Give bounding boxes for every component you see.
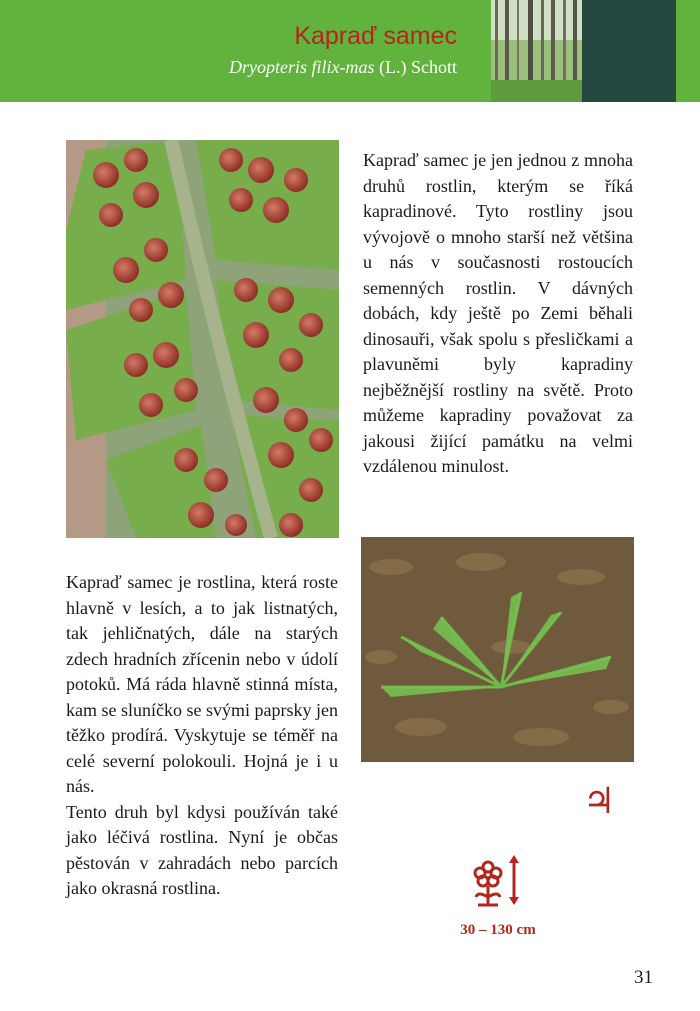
species-author: (L.) Schott	[379, 57, 457, 77]
plant-height-range: 30 – 130 cm	[460, 922, 536, 938]
species-name: Dryopteris filix-mas	[229, 57, 375, 77]
page-title: Kapraď samec	[294, 22, 457, 50]
habitat-paragraph	[66, 570, 338, 902]
frond-sori-photo	[66, 140, 339, 538]
forest-thumbnail	[491, 0, 582, 102]
header-edge	[676, 0, 700, 102]
perennial-symbol: ♃	[583, 781, 616, 822]
usage-text: Tento druh byl kdysi používán také jako léčivá rostlina. Nyní je občas pěstován v zahradách nebo parcích jako okrasná rostlina.	[66, 801, 338, 898]
fern-plant-photo	[361, 537, 634, 762]
habitat-text: Kapraď samec je rostlina, která roste hlavně v lesích, a to jak listnatých, tak jehličnatých, dále na starých zdech hradních zřícenin nebo v údolí potoků. Má ráda hlavně stinná místa, kam se sluníčko se svými paprsky jen těžko prodírá. Vyskytuje se téměř na celé severní polokouli. Hojná je i u nás.	[66, 572, 338, 796]
latin-name	[229, 57, 457, 78]
intro-paragraph: Kapraď samec je jen jednou z mnoha druhů rostlin, kterým se říká kapradinové. Tyto rostliny jsou vývojově o mnoho starší než většina u nás v současnosti rostoucích semenných rostlin. V dávných dobách, kdy ještě po Zemi běhali dinosauři, však spolu s přesličkami a plavuněmi byly kapradiny nejběžnější rostliny na světě. Proto můžeme kapradiny považovat za jakousi žijící památku na velmi vzdálenou minulost.	[363, 150, 633, 476]
header-dark-panel	[582, 0, 676, 102]
plant-height-icon	[470, 853, 522, 907]
page-number: 31	[634, 967, 653, 988]
